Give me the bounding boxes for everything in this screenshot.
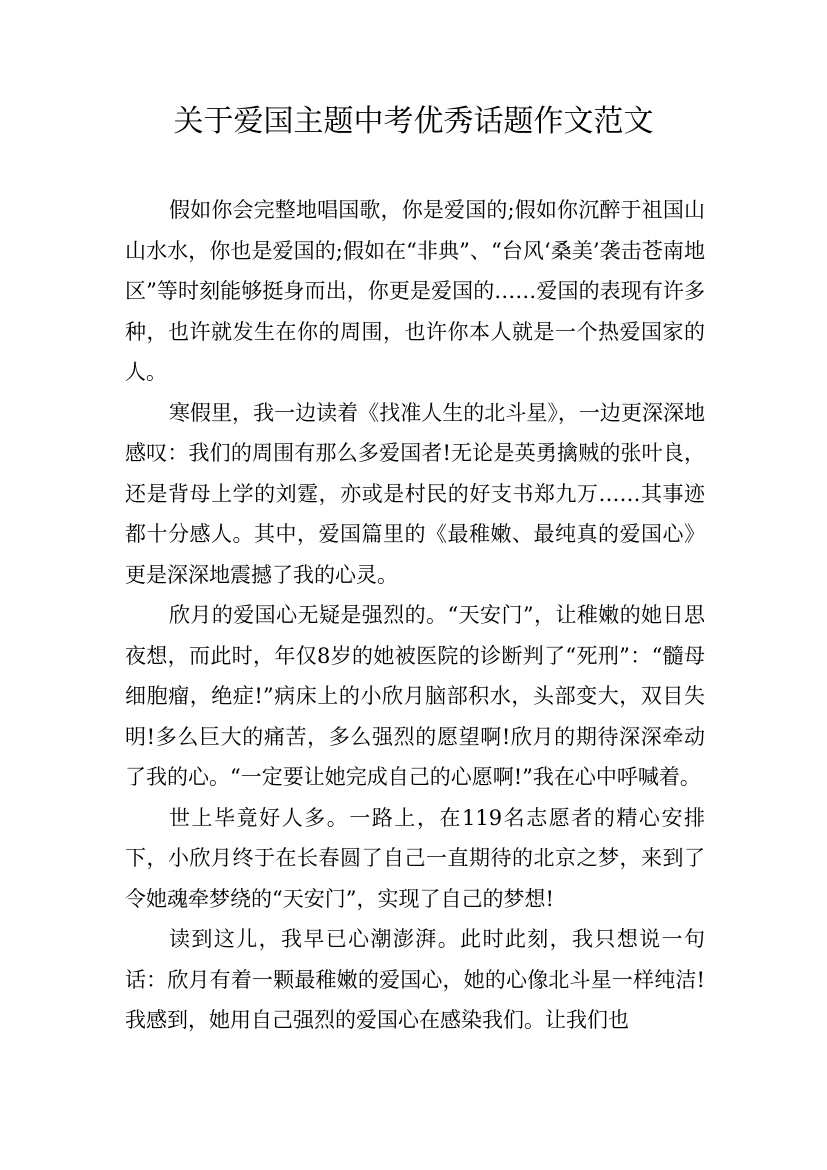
paragraph-4: 世上毕竟好人多。一路上，在119名志愿者的精心安排下，小欣月终于在长春圆了自己一直期待的北京之梦，来到了令她魂牵梦绕的“天安门”，实现了自己的梦想! [125,805,705,911]
paragraph-2: 寒假里，我一边读着《找准人生的北斗星》，一边更深深地感叹：我们的周围有那么多爱国者!无论是英勇擒贼的张叶良，还是背母上学的刘霆，亦或是村民的好支书郑九万……其事迹都十分感人。其中，爱国篇里的《最稚嫩、最纯真的爱国心》更是深深地震撼了我的心灵。 [125,400,705,587]
paragraph-1: 假如你会完整地唱国歌，你是爱国的;假如你沉醉于祖国山山水水，你也是爱国的;假如在“非典”、“台风‘桑美’袭击苍南地区”等时刻能够挺身而出，你更是爱国的……爱国的表现有许多种，也许就发生在你的周围，也许你本人就是一个热爱国家的人。 [125,198,705,384]
document-body [125,190,705,1041]
document-title: 关于爱国主题中考优秀话题作文范文 [173,104,654,139]
paragraph-3: 欣月的爱国心无疑是强烈的。“天安门”，让稚嫩的她日思夜想，而此时，年仅8岁的她被医院的诊断判了“死刑”：“髓母细胞瘤，绝症!”病床上的小欣月脑部积水，头部变大，双目失明!多么巨大的痛苦，多么强烈的愿望啊!欣月的期待深深牵动了我的心。“一定要让她完成自己的心愿啊!”我在心中呼喊着。 [125,603,705,789]
paragraph-5: 读到这儿，我早已心潮澎湃。此时此刻，我只想说一句话：欣月有着一颗最稚嫩的爱国心，她的心像北斗星一样纯洁!我感到，她用自己强烈的爱国心在感染我们。让我们也 [125,927,705,1032]
